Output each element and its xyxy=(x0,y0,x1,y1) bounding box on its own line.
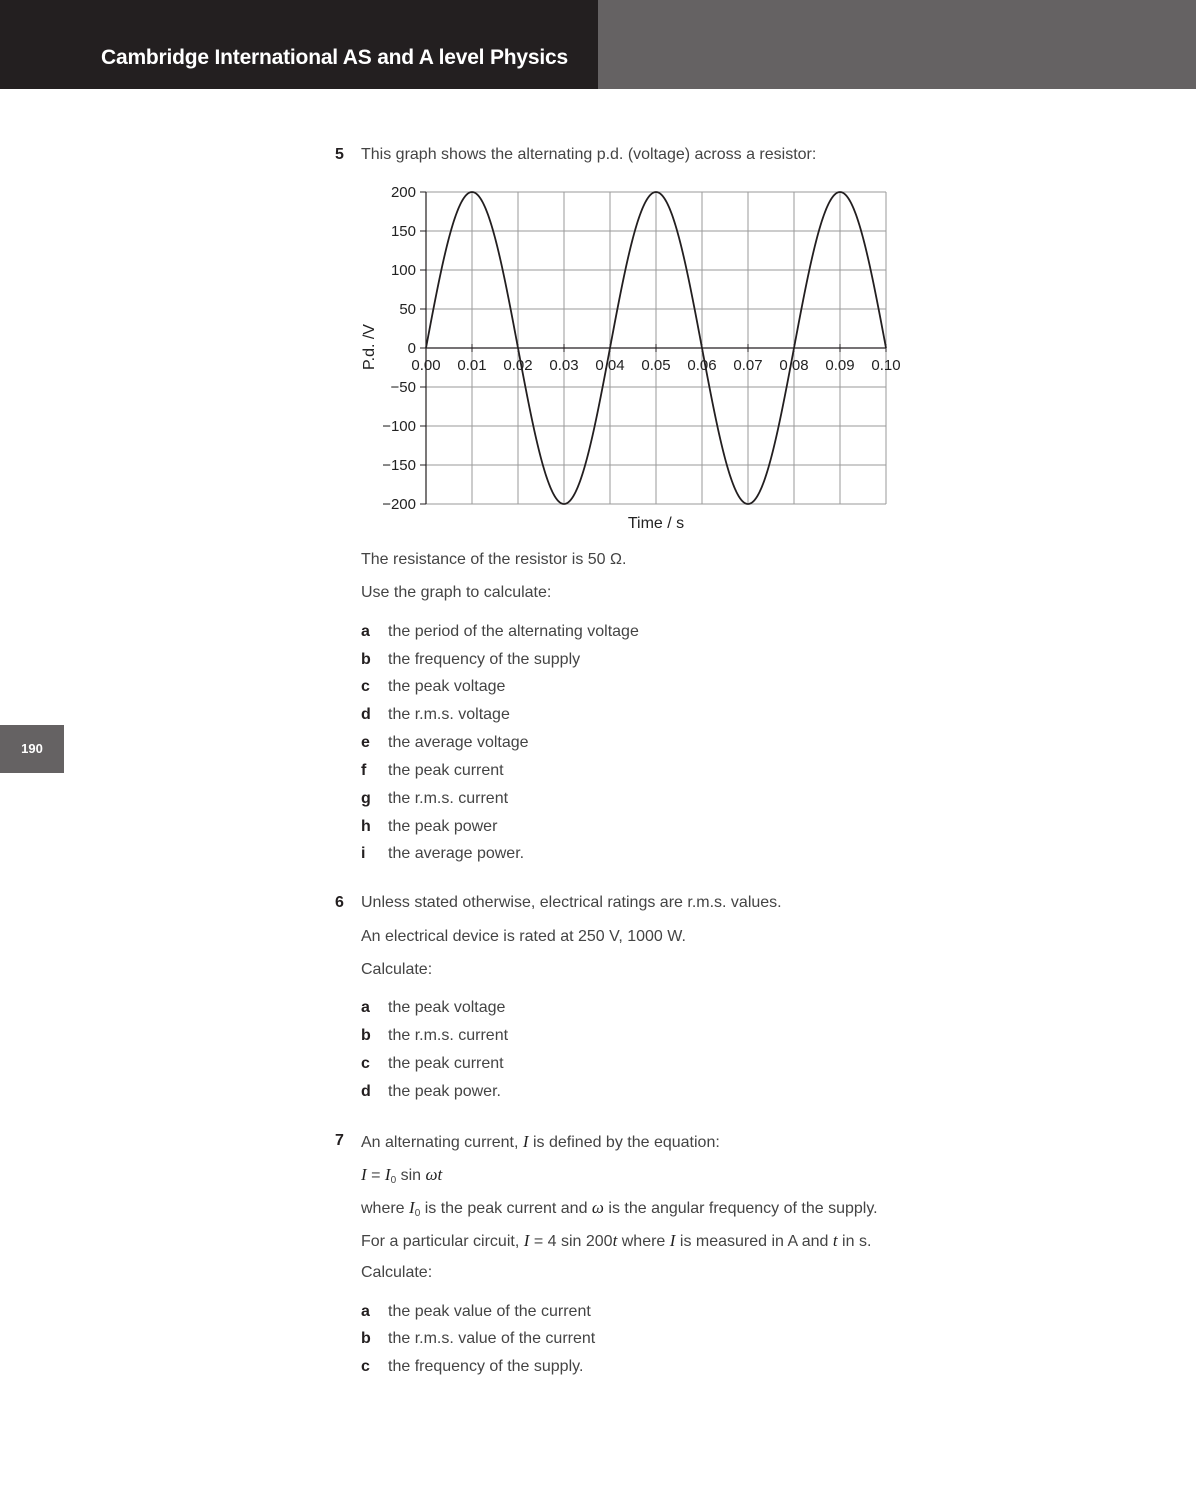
question-7-particular-circuit: For a particular circuit, I = 4 sin 200t where I is measured in A and t in s. xyxy=(361,1231,872,1250)
x-tick-label: 0.10 xyxy=(871,357,901,374)
list-item: the peak power. xyxy=(388,1083,501,1100)
x-tick-label: 0.02 xyxy=(503,357,533,374)
question-5-resistance: The resistance of the resistor is 50 Ω. xyxy=(361,551,627,568)
list-item: the average voltage xyxy=(388,734,529,751)
list-item-letter: c xyxy=(361,1358,370,1375)
y-axis-label: P.d. /V xyxy=(361,324,378,370)
x-tick-label: 0.09 xyxy=(825,357,855,374)
list-item-letter: c xyxy=(361,1055,370,1072)
y-tick-labels xyxy=(382,184,416,513)
x-tick-label: 0.01 xyxy=(457,357,487,374)
list-item: the r.m.s. voltage xyxy=(388,706,510,723)
list-item: the r.m.s. current xyxy=(388,790,509,807)
list-item: the peak voltage xyxy=(388,678,506,695)
question-6-number: 6 xyxy=(335,894,344,911)
list-item-letter: a xyxy=(361,623,370,640)
question-7-line-1: An alternating current, I is defined by the equation: xyxy=(361,1132,720,1151)
x-tick-label: 0.03 xyxy=(549,357,579,374)
question-6-instruction: Calculate: xyxy=(361,961,433,978)
list-item-letter: f xyxy=(361,762,367,779)
header-bar-accent xyxy=(598,0,1196,89)
question-6-line-1: Unless stated otherwise, electrical ratings are r.m.s. values. xyxy=(361,894,782,911)
x-tick-label: 0.00 xyxy=(411,357,441,374)
question-7-equation: $I = I_0$ sin ωt xyxy=(361,1165,443,1186)
question-7-instruction: Calculate: xyxy=(361,1264,433,1281)
y-tick-label: −100 xyxy=(382,418,416,435)
list-item-letter: d xyxy=(361,706,371,723)
list-item-letter: a xyxy=(361,1303,370,1320)
x-tick-label: 0.05 xyxy=(641,357,671,374)
question-5-instruction: Use the graph to calculate: xyxy=(361,584,552,601)
question-7-where: where $I_0$ is the peak current and ω is the angular frequency of the supply. xyxy=(361,1198,878,1219)
list-item-letter: d xyxy=(361,1083,371,1100)
list-item: the peak value of the current xyxy=(388,1303,591,1320)
list-item: the period of the alternating voltage xyxy=(388,623,639,640)
y-tick-label: −200 xyxy=(382,496,416,513)
list-item: the peak current xyxy=(388,762,504,779)
list-item-letter: c xyxy=(361,678,370,695)
list-item: the peak power xyxy=(388,818,498,835)
y-tick-label: 150 xyxy=(390,223,416,240)
y-tick-label: −150 xyxy=(382,457,416,474)
list-item: the r.m.s. current xyxy=(388,1027,509,1044)
list-item: the r.m.s. value of the current xyxy=(388,1330,596,1347)
question-6-line-2: An electrical device is rated at 250 V, 1000 W. xyxy=(361,928,686,945)
x-tick-labels xyxy=(411,357,900,374)
list-item: the frequency of the supply xyxy=(388,651,581,668)
page-number: 190 xyxy=(21,741,43,756)
list-item: the frequency of the supply. xyxy=(388,1358,584,1375)
question-5-number: 5 xyxy=(335,146,344,163)
list-item: the peak current xyxy=(388,1055,504,1072)
y-tick-label: 100 xyxy=(390,262,416,279)
book-title: Cambridge International AS and A level Physics xyxy=(101,46,568,69)
list-item: the peak voltage xyxy=(388,999,506,1016)
header-bar xyxy=(0,0,598,89)
x-tick-label: 0.06 xyxy=(687,357,717,374)
list-item-letter: e xyxy=(361,734,370,751)
y-tick-label: 200 xyxy=(390,184,416,201)
question-5-intro: This graph shows the alternating p.d. (voltage) across a resistor: xyxy=(361,146,817,163)
question-7-number: 7 xyxy=(335,1132,344,1149)
y-tick-label: −50 xyxy=(390,379,416,396)
list-item-letter: b xyxy=(361,651,371,668)
x-axis-label: Time / s xyxy=(627,515,685,532)
y-tick-label: 0 xyxy=(407,340,416,357)
voltage-time-chart xyxy=(340,175,920,535)
list-item-letter: b xyxy=(361,1330,371,1347)
list-item-letter: a xyxy=(361,999,370,1016)
x-tick-label: 0.08 xyxy=(779,357,809,374)
list-item-letter: g xyxy=(361,790,371,807)
list-item-letter: h xyxy=(361,818,371,835)
x-tick-label: 0.04 xyxy=(595,357,625,374)
list-item-letter: b xyxy=(361,1027,371,1044)
x-tick-label: 0.07 xyxy=(733,357,763,374)
list-item: the average power. xyxy=(388,845,525,862)
list-item-letter: i xyxy=(361,845,366,862)
y-tick-label: 50 xyxy=(399,301,416,318)
